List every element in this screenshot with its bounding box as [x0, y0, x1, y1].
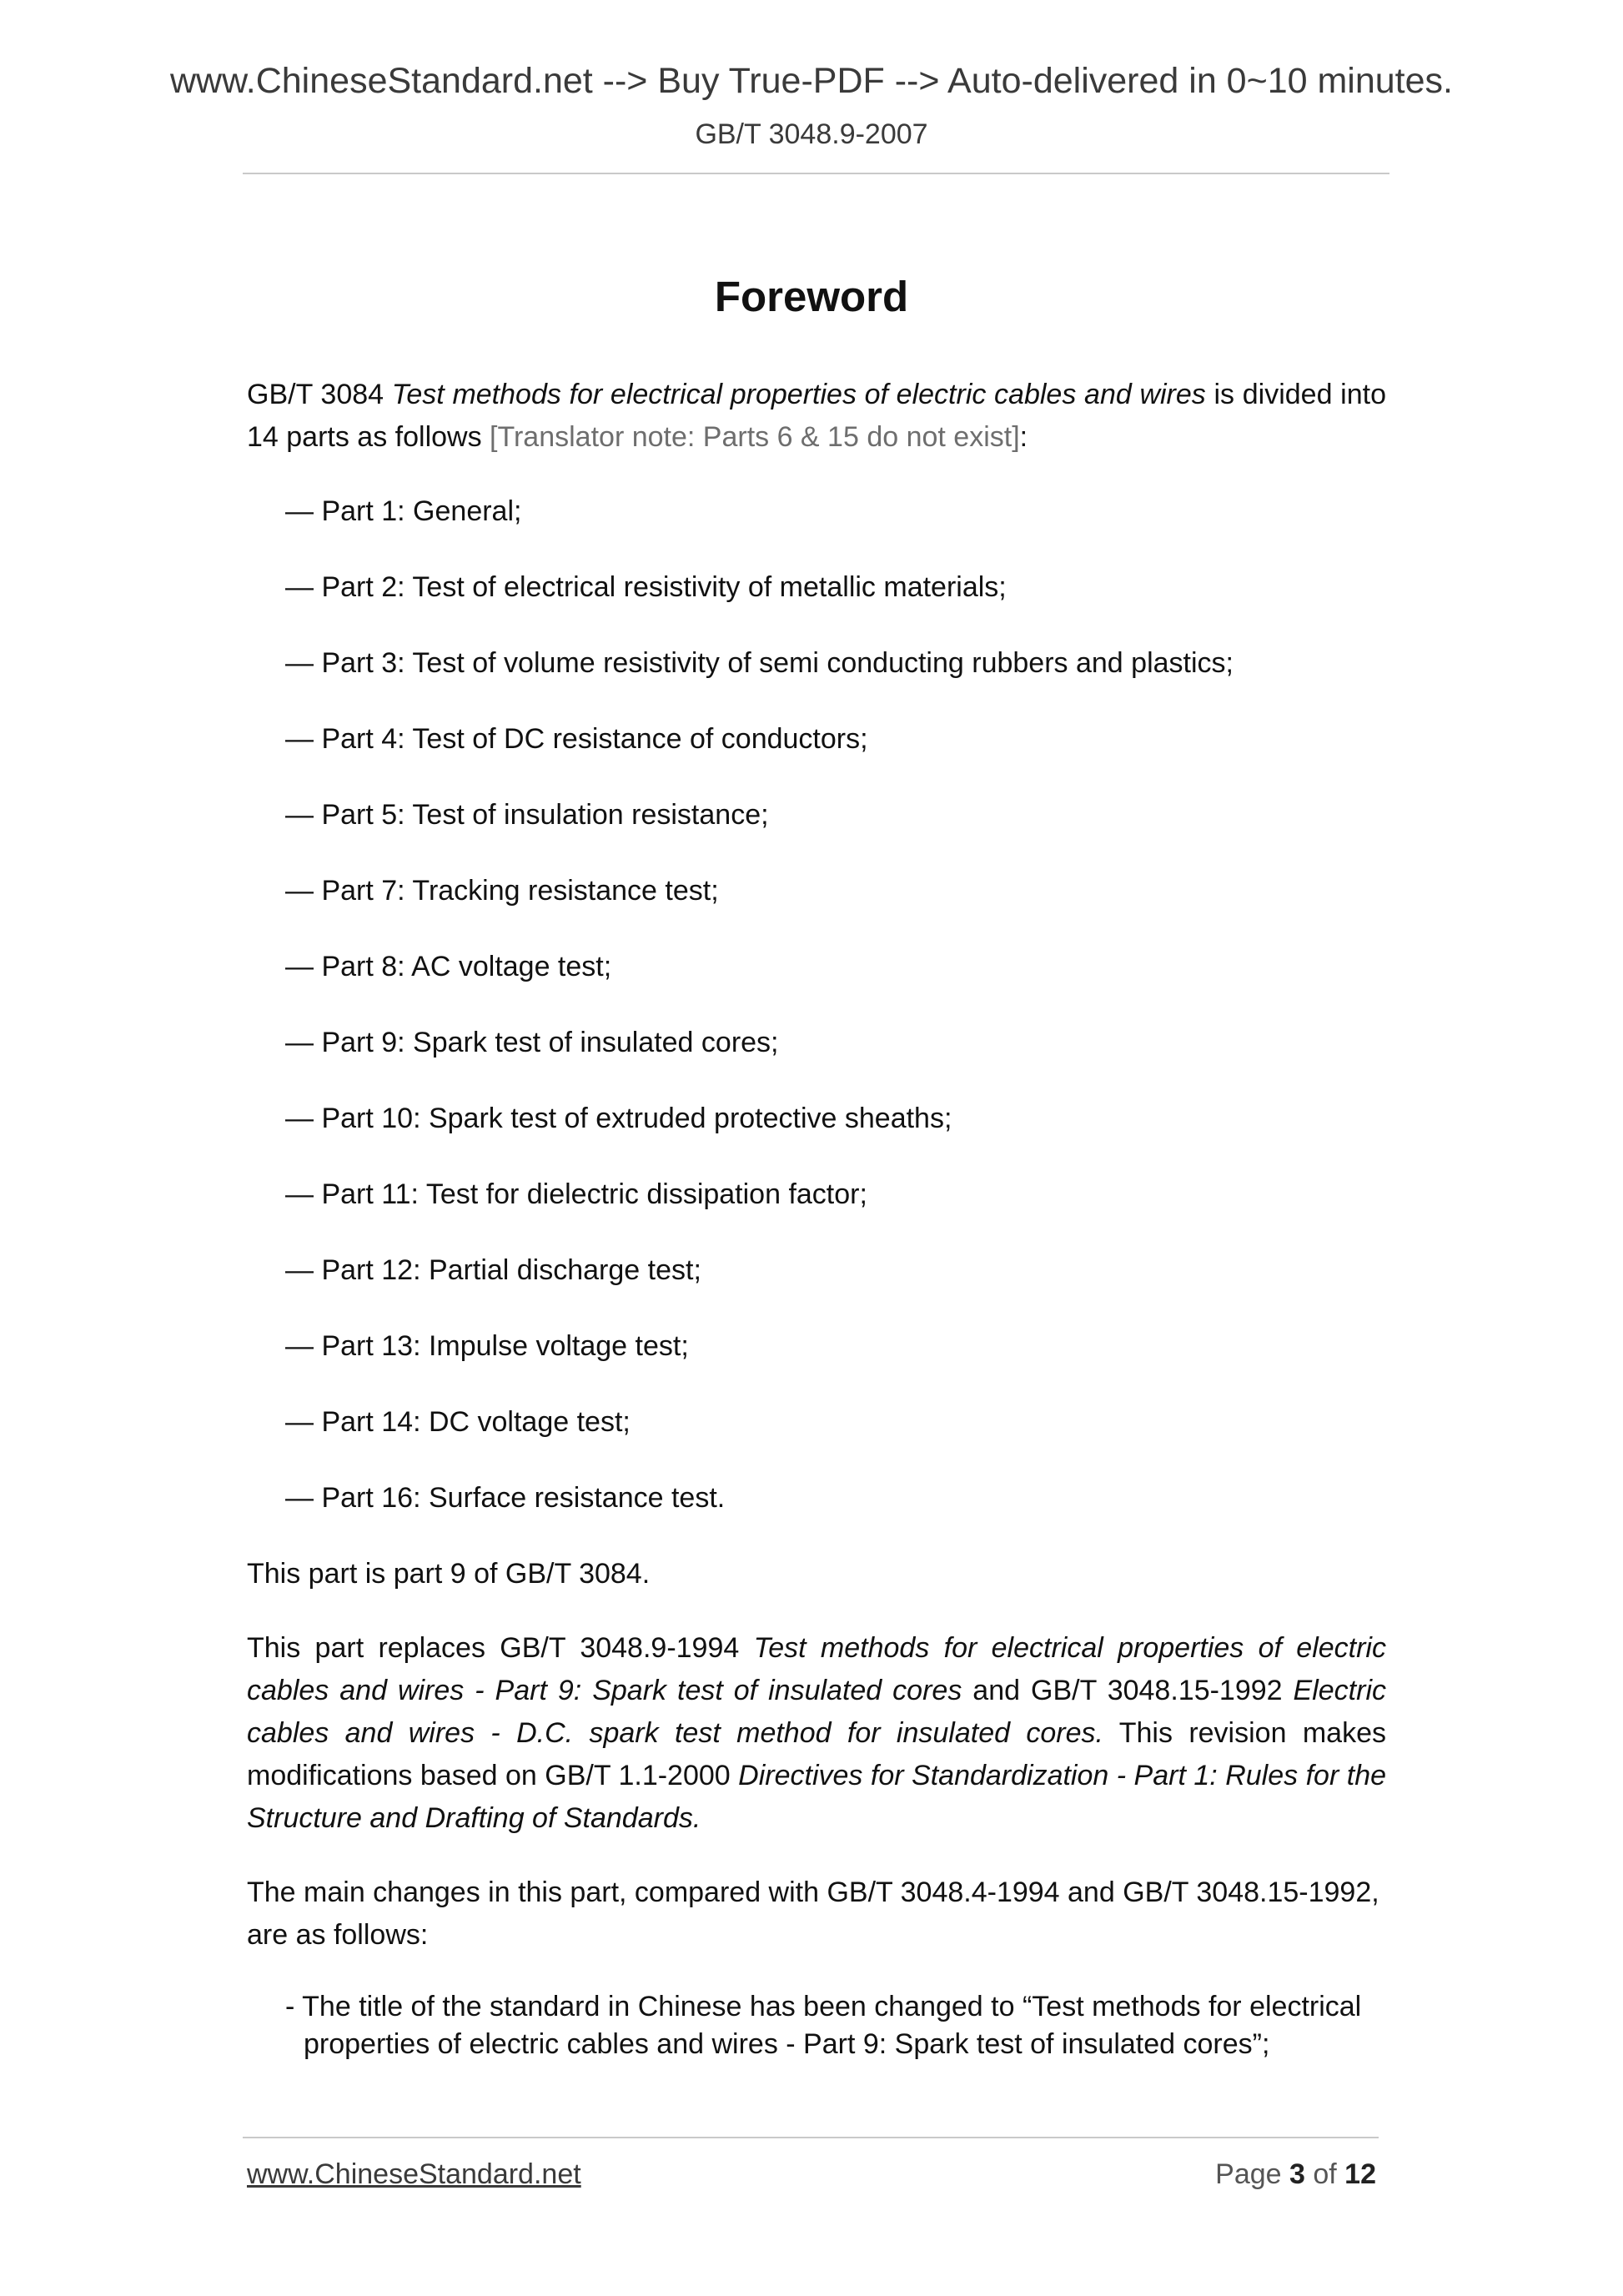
replaces-text-2: and GB/T 3048.15-1992: [962, 1675, 1294, 1706]
list-item: — Part 10: Spark test of extruded protective sheaths;: [285, 1103, 952, 1134]
change-item: - The title of the standard in Chinese has been changed to “Test methods for electrical properties of electric cables and wires - Part 9: Spark test of insulated cores”;: [285, 1991, 1362, 2060]
list-item: — Part 1: General;: [285, 495, 522, 527]
page-indicator: [1215, 2160, 1376, 2188]
list-item: — Part 13: Impulse voltage test;: [285, 1330, 689, 1362]
list-item: — Part 7: Tracking resistance test;: [285, 875, 719, 907]
page-number: 3: [1289, 2158, 1305, 2190]
page-title: Foreword: [714, 273, 909, 320]
list-item: — Part 5: Test of insulation resistance;: [285, 799, 769, 831]
replaces-italic-1: Test methods for electrical properties of electric cables and wires - Part 9: Spark test of insulated cores: [247, 1632, 1386, 1706]
parts-list: [247, 490, 1386, 1520]
replaces-italic-2: Electric cables and wires - D.C. spark test method for insulated cores.: [247, 1675, 1386, 1749]
replaces-text-3: This revision makes modifications based on GB/T 1.1-2000: [247, 1717, 1386, 1791]
list-item: — Part 12: Partial discharge test;: [285, 1254, 701, 1286]
footer-divider: [243, 2137, 1379, 2138]
list-item: — Part 2: Test of electrical resistivity of metallic materials;: [285, 571, 1007, 603]
intro-italic-title: Test methods for electrical properties of electric cables and wires: [391, 379, 1206, 410]
document-body: [247, 374, 1386, 2063]
list-item: — Part 11: Test for dielectric dissipation factor;: [285, 1178, 867, 1210]
of-label: of: [1304, 2158, 1345, 2190]
changes-intro: The main changes in this part, compared with GB/T 3048.4-1994 and GB/T 3048.15-1992, are as follows:: [247, 1876, 1379, 1951]
replaces-italic-3: Directives for Standardization - Part 1: Rules for the Structure and Drafting of Standards.: [247, 1760, 1387, 1834]
replaces-paragraph: [247, 1627, 1386, 1840]
intro-paragraph: [247, 374, 1386, 459]
header-banner: www.ChineseStandard.net --> Buy True-PDF --> Auto-delivered in 0~10 minutes.: [169, 61, 1453, 101]
translator-note: [Translator note: Parts 6 & 15 do not exist]: [490, 421, 1020, 453]
replaces-text-1: This part replaces GB/T 3048.9-1994: [247, 1632, 754, 1664]
intro-text: is divided into 14 parts as follows: [247, 379, 1386, 453]
list-item: — Part 9: Spark test of insulated cores;: [285, 1027, 779, 1058]
list-item: — Part 14: DC voltage test;: [285, 1406, 631, 1438]
list-item: — Part 8: AC voltage test;: [285, 951, 612, 982]
page-label: Page: [1215, 2158, 1289, 2190]
list-item: — Part 16: Surface resistance test.: [285, 1482, 726, 1514]
list-item: — Part 4: Test of DC resistance of conductors;: [285, 723, 868, 755]
list-item: — Part 3: Test of volume resistivity of semi conducting rubbers and plastics;: [285, 647, 1234, 679]
footer-site-link[interactable]: www.ChineseStandard.net: [247, 2158, 581, 2190]
part-statement: This part is part 9 of GB/T 3084.: [247, 1558, 651, 1590]
page-total: 12: [1344, 2158, 1376, 2190]
intro-tail: :: [1019, 421, 1028, 453]
header-divider: [243, 173, 1389, 174]
document-id: GB/T 3048.9-2007: [695, 118, 928, 150]
intro-code: GB/T 3084: [247, 379, 392, 410]
